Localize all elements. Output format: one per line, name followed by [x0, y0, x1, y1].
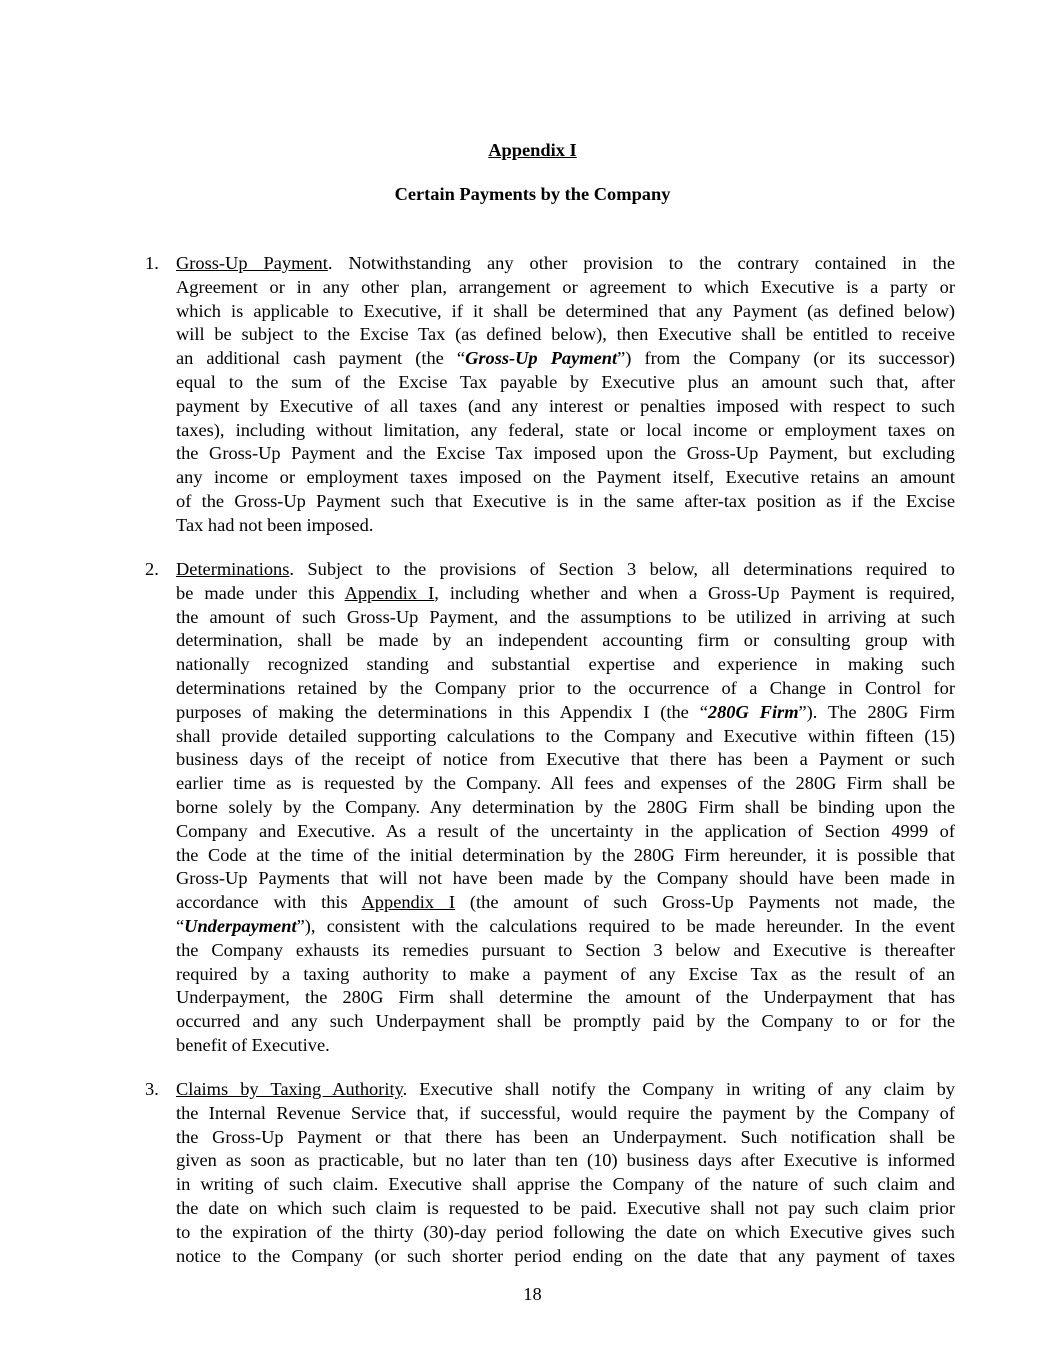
text-run: . Executive shall notify the Company in writing of any claim by [402, 1079, 956, 1099]
text-line [176, 582, 955, 606]
text-line [176, 939, 955, 963]
text-run: ”). The 280G Firm [798, 701, 955, 722]
text-run: be made under this [176, 582, 345, 603]
section-number: 2. [145, 559, 159, 579]
appendix-title: Appendix I [488, 140, 577, 160]
text-line [176, 820, 955, 844]
text-line [176, 1010, 955, 1034]
text-run: the date on which such claim is requested to be paid. Executive shall not pay such claim prior [176, 1197, 955, 1218]
text-run: the amount of such Gross-Up Payment, and the assumptions to be utilized in arriving at such [176, 606, 955, 627]
text-line [176, 466, 955, 490]
text-line [176, 1126, 955, 1150]
text-run: determination, shall be made by an independent accounting firm or consulting group with [176, 630, 955, 651]
text-line [176, 701, 955, 725]
text-run: which is applicable to Executive, if it shall be determined that any Payment (as defined below) [176, 300, 955, 321]
text-line [176, 772, 955, 796]
text-run: Gross-Up Payments that will not have been made by the Company should have been made in [176, 868, 955, 889]
text-line [176, 442, 955, 466]
text-run: the Internal Revenue Service that, if successful, would require the payment by the Company of [176, 1102, 955, 1123]
text-line [176, 252, 955, 276]
text-run: nationally recognized standing and substantial expertise and experience in making such [176, 654, 955, 675]
text-line [176, 748, 955, 772]
section-number: 1. [145, 253, 159, 273]
text-run: “ [176, 915, 185, 936]
text-run: in writing of such claim. Executive shall apprise the Company of the nature of such claim and [176, 1174, 955, 1195]
text-line [176, 395, 955, 419]
text-line [176, 606, 955, 630]
text-run: notice to the Company (or such shorter period ending on the date that any payment of taxes [176, 1245, 955, 1266]
text-line [176, 419, 955, 443]
text-line [176, 867, 955, 891]
text-line [176, 1245, 955, 1269]
text-line [176, 490, 955, 514]
text-line [176, 300, 955, 324]
text-line [176, 558, 955, 582]
text-run: purposes of making the determinations in this Appendix I (the “ [176, 701, 708, 722]
text-run: equal to the sum of the Excise Tax payable by Executive plus an amount such that, after [176, 371, 955, 392]
text-line [176, 653, 955, 677]
text-run: (the amount of such Gross-Up Payments not made, the [455, 892, 955, 913]
text-line [176, 514, 955, 538]
text-line [176, 963, 955, 987]
text-run: the Gross-Up Payment or that there has been an Underpayment. Such notification shall be [176, 1126, 955, 1147]
text-run: occurred and any such Underpayment shall be promptly paid by the Company to or for the [176, 1011, 955, 1032]
text-line [176, 371, 955, 395]
appendix-subtitle: Certain Payments by the Company [394, 184, 671, 204]
text-line [176, 986, 955, 1010]
text-line [176, 1078, 955, 1102]
underlined-reference: Appendix I [344, 582, 435, 603]
defined-term: Gross-Up Payment [465, 348, 618, 369]
underlined-reference: Appendix I [361, 892, 456, 913]
text-run: to the expiration of the thirty (30)-day period following the date on which Executive gives such [176, 1221, 955, 1242]
text-run: Agreement or in any other plan, arrangement or agreement to which Executive is a party or [176, 276, 955, 297]
defined-term: Underpayment [184, 915, 297, 936]
text-run: business days of the receipt of notice from Executive that there has been a Payment or such [176, 749, 955, 770]
page-number: 18 [523, 1284, 542, 1304]
text-run: . Notwithstanding any other provision to the contrary contained in the [327, 253, 955, 273]
section-heading: Claims by Taxing Authority [176, 1079, 403, 1099]
text-run: . Subject to the provisions of Section 3 below, all determinations required to [289, 559, 955, 579]
text-line [176, 796, 955, 820]
text-run: the Gross-Up Payment and the Excise Tax imposed upon the Gross-Up Payment, but excluding [176, 443, 955, 464]
text-line [176, 1197, 955, 1221]
text-line [176, 629, 955, 653]
text-line [176, 915, 955, 939]
text-line [176, 1149, 955, 1173]
text-run: accordance with this [176, 892, 362, 913]
text-run: required by a taxing authority to make a payment of any Excise Tax as the result of an [176, 963, 955, 984]
text-run: benefit of Executive. [176, 1034, 330, 1055]
section-text [176, 1078, 955, 1268]
text-run: an additional cash payment (the “ [176, 348, 466, 369]
text-line [176, 347, 955, 371]
text-line [176, 1221, 955, 1245]
text-run: borne solely by the Company. Any determination by the 280G Firm shall be binding upon the [176, 796, 955, 817]
text-run: given as soon as practicable, but no later than ten (10) business days after Executive is informed [176, 1150, 955, 1171]
section-number: 3. [145, 1079, 159, 1099]
section-text [176, 558, 955, 1058]
text-run: ”) from the Company (or its successor) [617, 348, 955, 369]
text-run: Underpayment, the 280G Firm shall determine the amount of the Underpayment that has [176, 987, 955, 1008]
text-line [176, 1034, 955, 1058]
text-line [176, 725, 955, 749]
text-run: determinations retained by the Company prior to the occurrence of a Change in Control for [176, 677, 955, 698]
text-run: ”), consistent with the calculations required to be made hereunder. In the event [296, 915, 955, 936]
text-line [176, 891, 955, 915]
text-line [176, 1102, 955, 1126]
text-line [176, 276, 955, 300]
text-line [176, 1173, 955, 1197]
text-line [176, 323, 955, 347]
section-text [176, 252, 955, 538]
text-line [176, 677, 955, 701]
text-run: taxes), including without limitation, any federal, state or local income or employment taxes on [176, 419, 955, 440]
text-run: Tax had not been imposed. [176, 514, 374, 535]
section-heading: Gross-Up Payment [176, 253, 328, 273]
text-run: any income or employment taxes imposed on the Payment itself, Executive retains an amount [176, 467, 955, 488]
text-run: Company and Executive. As a result of the uncertainty in the application of Section 4999 of [176, 820, 955, 841]
text-run: the Company exhausts its remedies pursuant to Section 3 below and Executive is thereafter [176, 939, 955, 960]
section-heading: Determinations [176, 559, 290, 579]
text-run: of the Gross-Up Payment such that Executive is in the same after-tax position as if the Excise [176, 490, 955, 511]
defined-term: 280G Firm [707, 701, 799, 722]
text-run: will be subject to the Excise Tax (as defined below), then Executive shall be entitled to receive [176, 324, 955, 345]
text-run: payment by Executive of all taxes (and any interest or penalties imposed with respect to such [176, 395, 955, 416]
text-run: , including whether and when a Gross-Up Payment is required, [434, 582, 955, 603]
text-line [176, 844, 955, 868]
text-run: the Code at the time of the initial determination by the 280G Firm hereunder, it is possible that [176, 844, 955, 865]
text-run: earlier time as is requested by the Company. All fees and expenses of the 280G Firm shall be [176, 773, 955, 794]
text-run: shall provide detailed supporting calculations to the Company and Executive within fifteen (15) [176, 725, 955, 746]
